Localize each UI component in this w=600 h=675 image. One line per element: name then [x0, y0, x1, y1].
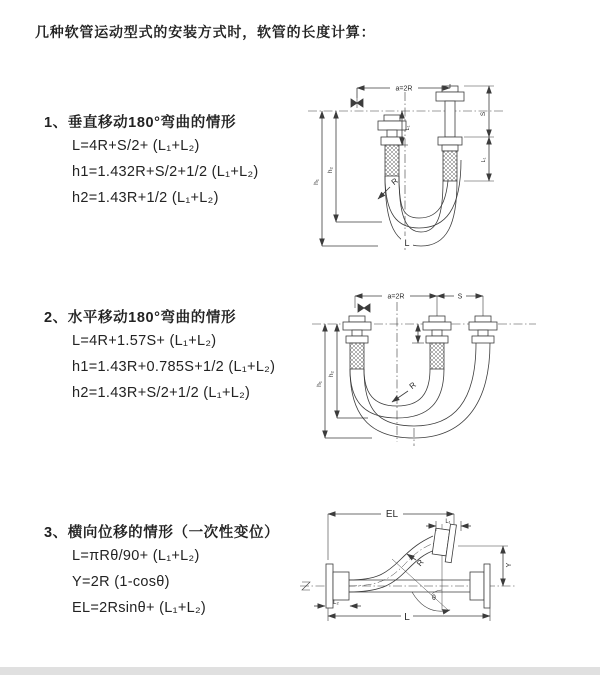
section-heading: 3、横向位移的情形（一次性变位）	[44, 525, 280, 541]
formula-list	[44, 333, 275, 411]
dim-label-h1: h₁	[316, 381, 323, 387]
dim-label-radius: R	[414, 557, 426, 569]
section-vertical-bend	[44, 111, 259, 216]
formula-line: Y=2R (1-cosθ)	[72, 574, 170, 590]
dim-label-h2: h₂	[328, 370, 335, 378]
dim-label-theta: θ	[432, 595, 436, 602]
page-bottom-edge	[0, 667, 600, 675]
diagram-lateral-displacement	[296, 498, 596, 658]
dim-label-h2: h₂	[327, 166, 334, 174]
lateral-displacement-drawing	[296, 498, 596, 653]
formula-list	[44, 548, 279, 626]
dim-label-h1: h₁	[313, 179, 320, 185]
formula-list	[44, 138, 259, 216]
diagram-vertical-bend	[298, 70, 546, 265]
dim-label-l1-right: L₁	[481, 157, 487, 163]
formula-line: L=4R+1.57S+ (L₁+L₂)	[72, 333, 217, 349]
section-horizontal-bend	[44, 306, 275, 411]
formula-line: L=4R+S/2+ (L₁+L₂)	[72, 138, 200, 154]
dim-label-radius: R	[389, 176, 400, 187]
section-heading: 1、垂直移动180°弯曲的情形	[44, 115, 237, 131]
formula-line: EL=2Rsinθ+ (L₁+L₂)	[72, 600, 207, 616]
dim-label-length: L	[404, 238, 410, 248]
vertical-bend-drawing	[298, 70, 546, 260]
dim-label-span: a=2R	[395, 85, 413, 93]
valve-icon	[358, 304, 370, 312]
dim-label-span: a=2R	[387, 293, 405, 301]
formula-line: h2=1.43R+S/2+1/2 (L₁+L₂)	[72, 385, 251, 401]
dim-label-stroke: S	[480, 111, 487, 117]
section-heading: 2、水平移动180°弯曲的情形	[44, 310, 237, 326]
dim-label-stroke: S	[457, 293, 463, 301]
formula-line: L=πRθ/90+ (L₁+L₂)	[72, 548, 200, 564]
horizontal-bend-drawing	[310, 282, 550, 462]
dim-label-el: EL	[385, 509, 399, 520]
formula-line: h1=1.432R+S/2+1/2 (L₁+L₂)	[72, 164, 259, 180]
dim-label-l1: L₁	[445, 519, 451, 525]
formula-line: h2=1.43R+1/2 (L₁+L₂)	[72, 190, 219, 206]
dim-label-radius: R	[407, 380, 418, 391]
formula-line: h1=1.43R+0.785S+1/2 (L₁+L₂)	[72, 359, 276, 375]
page-title: 几种软管运动型式的安装方式时，软管的长度计算：	[35, 24, 376, 40]
dim-label-l2: L₂	[333, 600, 339, 606]
dim-label-length: L	[404, 612, 410, 623]
dim-label-l1-left: L₁	[405, 125, 411, 131]
section-lateral-displacement	[44, 521, 279, 626]
diagram-horizontal-bend	[310, 282, 550, 467]
dim-label-y: Y	[506, 562, 513, 568]
